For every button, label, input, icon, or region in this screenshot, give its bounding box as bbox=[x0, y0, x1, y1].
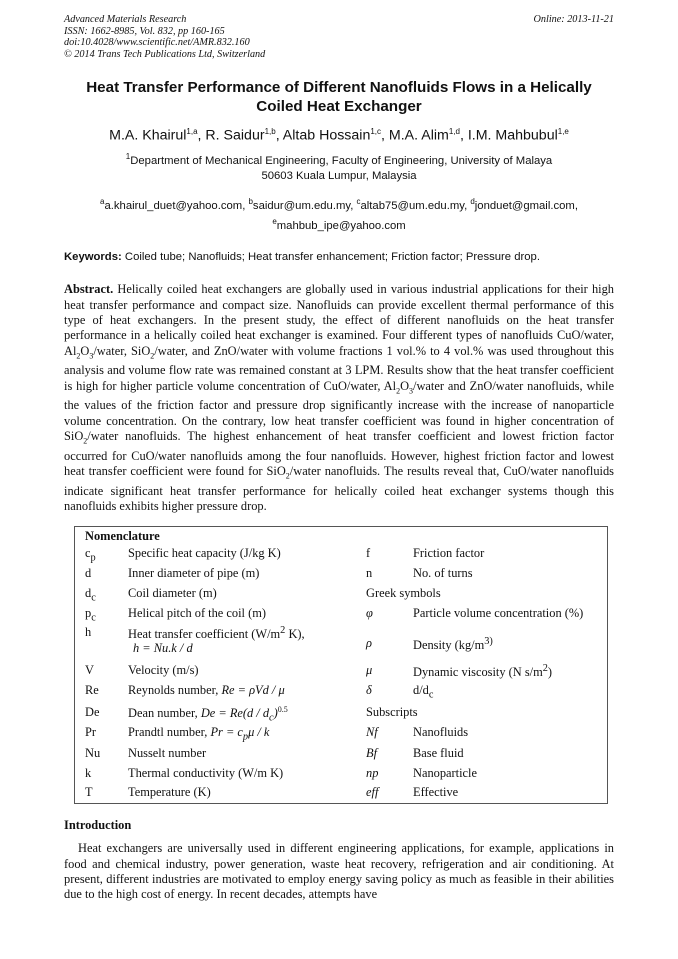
author-name: I.M. Mahbubul bbox=[467, 128, 558, 145]
abstract bbox=[64, 282, 614, 514]
author-sup: 1,c bbox=[370, 127, 382, 137]
nomen-desc: No. of turns bbox=[413, 566, 473, 581]
nomen-symbol: V bbox=[85, 663, 94, 678]
nomen-desc: Inner diameter of pipe (m) bbox=[128, 566, 260, 581]
formula: μ / k bbox=[248, 725, 270, 740]
email-link[interactable]: jonduet@gmail.com bbox=[474, 199, 575, 212]
nomen-symbol: np bbox=[366, 766, 379, 781]
nomen-row bbox=[75, 586, 607, 604]
nomen-desc bbox=[128, 705, 288, 724]
formula: Re = ρVd / μ bbox=[221, 683, 285, 698]
nomen-desc: Friction factor bbox=[413, 546, 485, 561]
nomen-row bbox=[75, 546, 607, 564]
nomen-symbol: Bf bbox=[366, 746, 378, 761]
email-sup: e bbox=[272, 216, 277, 226]
nomen-desc bbox=[128, 725, 269, 742]
nomen-desc bbox=[128, 683, 285, 698]
affiliation-sup: 1 bbox=[125, 152, 131, 162]
nomen-symbol: ρ bbox=[366, 636, 372, 651]
desc-sup: 2 bbox=[280, 625, 286, 637]
author-name: M.A. Alim bbox=[388, 128, 449, 145]
nomen-symbol: Re bbox=[85, 683, 99, 698]
nomen-desc: Thermal conductivity (W/m K) bbox=[128, 766, 284, 781]
nomen-desc: Specific heat capacity (J/kg K) bbox=[128, 546, 281, 561]
copyright-line: © 2014 Trans Tech Publications Ltd, Switzerland bbox=[64, 48, 266, 60]
subscript: 2 bbox=[150, 351, 155, 361]
nomen-desc: Helical pitch of the coil (m) bbox=[128, 606, 266, 621]
symbol-sub: c bbox=[91, 612, 96, 624]
formula: h = Nu.k / d bbox=[133, 641, 193, 656]
nomen-symbol: n bbox=[366, 566, 373, 581]
symbol-sub: p bbox=[90, 552, 96, 564]
author-sup: 1,a bbox=[186, 127, 198, 137]
nomen-row bbox=[75, 663, 607, 681]
email-list: $^a$a.khairul_duet@yahoo.com, $^b$saidur@um.edu.my, $^c$altab75@um.edu.my, $^d$jonduet@gmail.com, $^e$mahbub_ipe@yahoo.com bbox=[100, 196, 578, 232]
formula: De = Re(d / d bbox=[200, 706, 270, 721]
nomen-desc: Particle volume concentration (%) bbox=[413, 606, 584, 621]
nomen-row bbox=[75, 705, 607, 723]
symbol: d bbox=[85, 586, 92, 601]
abstract-text: /water nanofluids. The results reveal that, CuO/water nanofluids indicate significant heat transfer performance for helically coiled heat exchanger systems though this nanofluids exhibits higher pressure drop. bbox=[64, 464, 615, 514]
author-list: M.A. Khairul$^{1,a}$, R. Saidur$^{1,b}$, Altab Hossain$^{1,c}$, M.A. Alim$^{1,d}$, I.M. Mahbubul$^{1,e}$ bbox=[109, 127, 569, 145]
nomen-symbol: μ bbox=[366, 663, 373, 678]
nomen-desc bbox=[413, 636, 493, 653]
desc-text: Prandtl number, bbox=[128, 725, 208, 740]
symbol-sub: c bbox=[91, 592, 96, 604]
nomen-symbol: φ bbox=[366, 606, 373, 621]
author-sup: 1,b bbox=[264, 127, 276, 137]
subscript: 2 bbox=[83, 436, 88, 446]
email-sup: a bbox=[100, 196, 105, 206]
subscript: 3 bbox=[89, 351, 94, 361]
nomen-desc: Nanoparticle bbox=[413, 766, 477, 781]
desc-text: Density (kg/m bbox=[413, 638, 485, 653]
abstract-text: O bbox=[400, 378, 410, 393]
nomen-symbol bbox=[85, 546, 96, 563]
author-name: Altab Hossain bbox=[282, 128, 371, 145]
nomen-symbol bbox=[85, 606, 96, 623]
author-name: M.A. Khairul bbox=[109, 128, 187, 145]
nomenclature-title: Nomenclature bbox=[85, 529, 160, 544]
nomen-desc: Coil diameter (m) bbox=[128, 586, 217, 601]
formula-sub: c bbox=[269, 713, 274, 725]
desc-sup: 3) bbox=[484, 636, 493, 648]
desc-text: K), bbox=[285, 627, 305, 642]
email-sup: d bbox=[470, 196, 475, 206]
nomen-row bbox=[75, 766, 607, 784]
introduction-heading: Introduction bbox=[64, 818, 132, 833]
email-link[interactable]: mahbub_ipe@yahoo.com bbox=[276, 219, 406, 232]
abstract-text: /water nanofluids. The highest enhancement of heat transfer coefficient and lowest friction factor occurred for CuO/water nanofluids among the four nanofluids. However, highest friction factor and lowest heat transfer coefficient were found for SiO bbox=[64, 429, 614, 479]
desc-sub: c bbox=[428, 689, 434, 701]
greek-heading: Greek symbols bbox=[366, 586, 441, 601]
nomen-symbol: Nf bbox=[366, 725, 378, 740]
nomen-symbol bbox=[85, 586, 96, 603]
abstract-text: Helically coiled heat exchangers are globally used in various industrial applications for their high heat transfer performance and compact size. Nanofluids can provide excellent thermal performance of this type of heat exchangers. In the present study, the effect of different nanofluids on the heat transfer performance in a helically coiled heat exchanger is examined. Four different types of nanofluids CuO/water, Al bbox=[64, 282, 614, 358]
nomenclature-box bbox=[74, 526, 608, 804]
keywords-label: Keywords: bbox=[64, 251, 122, 264]
nomen-row bbox=[75, 606, 607, 624]
nomen-symbol: k bbox=[85, 766, 92, 781]
affiliation bbox=[64, 149, 614, 184]
nomen-row bbox=[75, 636, 607, 659]
abstract-text: O bbox=[80, 343, 90, 358]
email-link[interactable]: a.khairul_duet@yahoo.com bbox=[104, 199, 243, 212]
nomen-desc: Effective bbox=[413, 785, 459, 800]
formula-sup: 0.5 bbox=[277, 705, 288, 715]
paper-title: Heat Transfer Performance of Different Nanofluids Flows in a Helically Coiled Heat Exchanger bbox=[86, 79, 592, 116]
keywords-text: Coiled tube; Nanofluids; Heat transfer enhancement; Friction factor; Pressure drop. bbox=[124, 251, 540, 264]
nomen-desc: Temperature (K) bbox=[128, 785, 211, 800]
subscript: 3 bbox=[409, 386, 414, 396]
subscript: 2 bbox=[76, 351, 81, 361]
symbol: c bbox=[85, 546, 91, 561]
nomen-row bbox=[75, 683, 607, 701]
doi-line: doi:10.4028/www.scientific.net/AMR.832.160 bbox=[64, 37, 250, 49]
journal-name: Advanced Materials Research bbox=[64, 14, 187, 25]
online-date: Online: 2013-11-21 bbox=[533, 14, 614, 25]
nomen-desc: Nanofluids bbox=[413, 725, 469, 740]
affiliation-line2: 50603 Kuala Lumpur, Malaysia bbox=[261, 169, 417, 182]
nomen-symbol: T bbox=[85, 785, 93, 800]
nomen-symbol: f bbox=[366, 546, 371, 561]
nomen-row bbox=[75, 725, 607, 743]
nomen-desc bbox=[413, 663, 552, 680]
nomen-symbol: Nu bbox=[85, 746, 101, 761]
abstract-text: /water, SiO bbox=[93, 343, 151, 358]
paper-page bbox=[64, 14, 614, 903]
desc-text: d/d bbox=[413, 683, 429, 698]
nomen-symbol: Pr bbox=[85, 725, 97, 740]
subscript: 2 bbox=[285, 471, 290, 481]
introduction-text: Heat exchangers are universally used in different engineering applications, for example, applications in food and chemical industry, power generation, waste heat recovery, refrigeration and air conditioning. At present, different industries are motivated to employ energy saving policy as much as feasible in their abilities due to the high cost of energy. In recent decades, attempts have bbox=[64, 841, 614, 902]
email-sup: c bbox=[356, 196, 361, 206]
journal-header bbox=[64, 14, 614, 60]
nomen-row bbox=[75, 566, 607, 584]
keywords bbox=[64, 251, 614, 263]
desc-text: Reynolds number, bbox=[128, 683, 219, 698]
email-link[interactable]: altab75@um.edu.my bbox=[360, 199, 465, 212]
desc-text: Dynamic viscosity (N s/m bbox=[413, 665, 543, 680]
nomen-desc bbox=[413, 683, 433, 700]
desc-text: Heat transfer coefficient (W/m bbox=[128, 627, 281, 642]
symbol: p bbox=[85, 606, 92, 621]
issn-line: ISSN: 1662-8985, Vol. 832, pp 160-165 bbox=[64, 25, 225, 37]
affiliation-line1: Department of Mechanical Engineering, Faculty of Engineering, University of Malaya bbox=[130, 154, 553, 167]
email-link[interactable]: saidur@um.edu.my bbox=[252, 199, 351, 212]
author-name: R. Saidur bbox=[205, 128, 265, 145]
author-sup: 1,d bbox=[448, 127, 460, 137]
subscript: 2 bbox=[396, 386, 401, 396]
email-sup: b bbox=[248, 196, 253, 206]
desc-sup: 2 bbox=[542, 663, 548, 675]
desc-text: Dean number, bbox=[128, 706, 198, 721]
nomen-row bbox=[75, 746, 607, 764]
subscripts-heading: Subscripts bbox=[366, 705, 418, 720]
nomen-desc: Nusselt number bbox=[128, 746, 207, 761]
nomen-desc: Velocity (m/s) bbox=[128, 663, 199, 678]
nomen-symbol: eff bbox=[366, 785, 379, 800]
nomen-symbol: δ bbox=[366, 683, 372, 698]
nomen-symbol: h bbox=[85, 625, 92, 640]
desc-text: ) bbox=[547, 665, 553, 680]
formula-sub: p bbox=[242, 731, 249, 743]
formula: Pr = c bbox=[210, 725, 243, 740]
abstract-text: /water, and ZnO/water with volume fractions 1 vol.% to 4 vol.% was used throughout this analysis and volume flow rate was remained constant at 3 LPM. Results show that the heat transfer coefficient is high for higher particle volume concentration of CuO/water, Al bbox=[64, 343, 614, 393]
nomen-desc: Base fluid bbox=[413, 746, 464, 761]
nomen-row bbox=[75, 785, 607, 803]
nomen-symbol: De bbox=[85, 705, 100, 720]
formula: ) bbox=[273, 706, 278, 721]
nomen-desc bbox=[128, 625, 305, 642]
nomen-symbol: d bbox=[85, 566, 92, 581]
abstract-text: /water and ZnO/water nanofluids, while the values of the friction factor and pressure drop significantly increase with the increase of nanoparticle volume concentration. On the contrary, low heat transfer coefficient was found in higher concentration of SiO bbox=[64, 378, 614, 444]
abstract-label: Abstract. bbox=[64, 282, 114, 297]
author-sup: 1,e bbox=[557, 127, 569, 137]
